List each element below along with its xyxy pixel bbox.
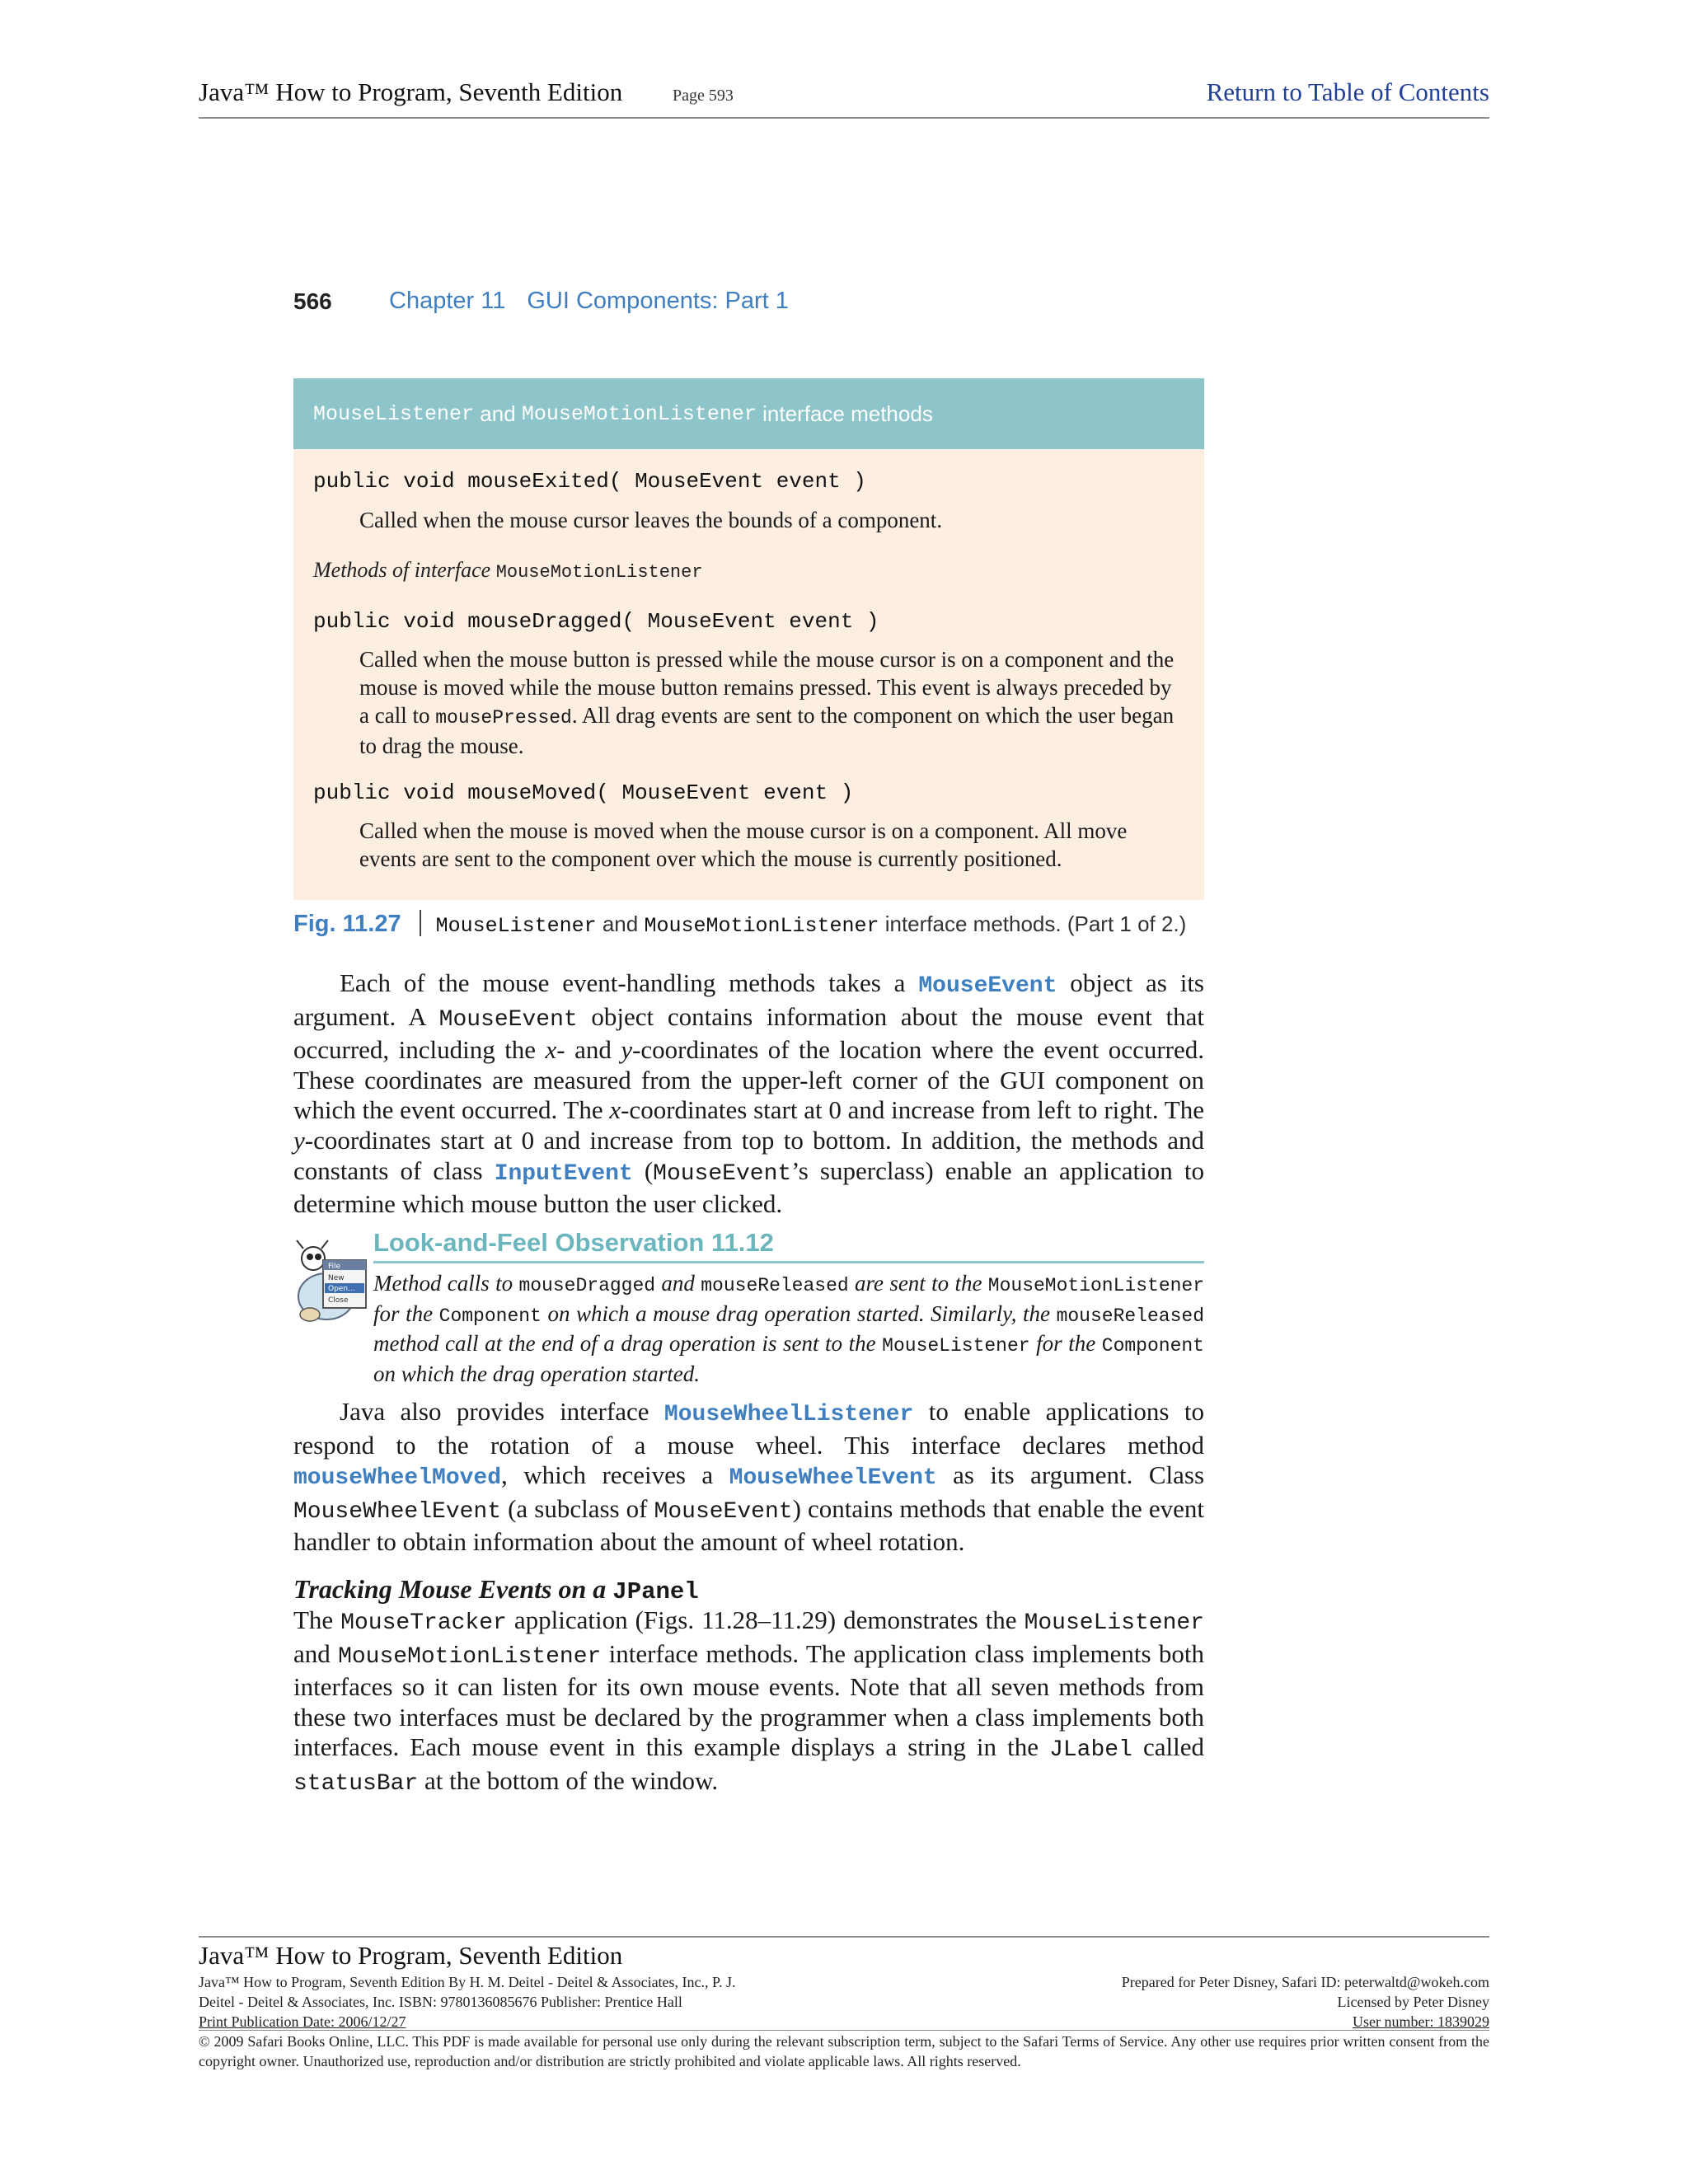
text: and: [293, 1638, 339, 1668]
footer-title: Java™ How to Program, Seventh Edition: [199, 1941, 623, 1970]
text: as its argument. Class: [936, 1460, 1205, 1490]
page-footer: [199, 1936, 1489, 2069]
look-and-feel-bug-icon: [293, 1239, 371, 1324]
text: at the bottom of the window.: [418, 1765, 719, 1795]
footer-book-info: [199, 1972, 736, 2032]
text: -coordinates of the location where the event occurred. These coordinates are measured from the upper-left corner of the GUI component on which the event occurred. The: [293, 1035, 1204, 1125]
caption-text-rest: interface methods. (Part 1 of 2.): [879, 912, 1187, 936]
text: interface methods. The application class implements both interfaces so it can listen for its own mouse events. Note that all seven methods from these two interfaces must be declared by the programmer when a class implements both interfaces. Each mouse event in this example displays a string in the: [293, 1638, 1204, 1762]
table-header-text-1: and: [474, 401, 522, 426]
code: MouseListener: [1024, 1610, 1204, 1636]
figure-caption: [293, 910, 1186, 938]
table-header-code-2: MouseMotionListener: [521, 401, 757, 426]
book-page-number: 566: [293, 288, 332, 314]
method-signature: public void mouseExited( MouseEvent event ): [313, 469, 866, 494]
body-paragraph-1: [293, 968, 1204, 1220]
footer-line: User number: 1839029: [1353, 2013, 1489, 2030]
chapter-label: Chapter 11: [389, 288, 506, 314]
keyword: MouseEvent: [918, 973, 1057, 999]
svg-text:New: New: [328, 1274, 345, 1282]
text: for the: [1029, 1331, 1102, 1357]
text: on which a mouse drag operation started. Similarly, the: [541, 1301, 1057, 1326]
footer-line: Java™ How to Program, Seventh Edition By H. M. Deitel - Deitel & Associates, Inc., P. J.: [199, 1974, 736, 1990]
footer-line: Prepared for Peter Disney, Safari ID: peterwaltd@wokeh.com: [1121, 1974, 1489, 1990]
text: - and: [556, 1035, 621, 1065]
text: ’s superclass) enable an application to determine which mouse button the user clicked.: [293, 1155, 1204, 1219]
text: called: [1132, 1732, 1204, 1762]
code: MouseListener: [882, 1335, 1030, 1357]
section-title-text: Tracking Mouse Events on a: [293, 1574, 613, 1604]
table-header-text-2: interface methods: [756, 401, 933, 426]
text: are sent to the: [848, 1271, 988, 1296]
code: MouseMotionListener: [338, 1643, 602, 1670]
section-title-code: JPanel: [612, 1578, 699, 1605]
desc-text: . All drag events are sent to the component on which the user began to drag the mouse.: [359, 703, 1175, 758]
top-header: [199, 76, 1489, 119]
code: statusBar: [293, 1770, 419, 1797]
table-header: [293, 378, 1204, 449]
desc-text: Called when the mouse button is pressed while the mouse cursor is on a component and the mouse is moved while the mouse button remains pressed. This event is always preceded by a call to: [359, 647, 1175, 728]
observation-text: [373, 1270, 1204, 1389]
methods-group-label: [313, 558, 703, 583]
keyword: MouseWheelEvent: [729, 1465, 937, 1492]
code: mouseReleased: [1056, 1305, 1204, 1327]
method-description: Called when the mouse cursor leaves the bounds of a component.: [359, 508, 943, 532]
table-header-code-1: MouseListener: [313, 401, 475, 426]
italic-var: x: [545, 1035, 557, 1065]
code: MouseMotionListener: [987, 1275, 1205, 1296]
method-description: [359, 645, 1184, 760]
text: , which receives a: [501, 1460, 729, 1490]
footer-line: Licensed by Peter Disney: [1337, 1994, 1489, 2010]
methods-group-label-text: Methods of interface: [313, 558, 496, 582]
keyword: MouseWheelListener: [663, 1402, 914, 1427]
code: MouseEvent: [653, 1160, 792, 1187]
code: MouseWheelEvent: [293, 1498, 502, 1525]
italic-var: y: [621, 1035, 633, 1065]
italic-var: y: [293, 1125, 305, 1155]
code: Component: [438, 1305, 542, 1327]
method-description: Called when the mouse is moved when the mouse cursor is on a component. All move events are sent to the component over which the mouse is currently positioned.: [359, 818, 1128, 871]
italic-var: x: [609, 1095, 621, 1125]
text: Each of the mouse event-handling methods takes a: [340, 968, 919, 997]
keyword: InputEvent: [494, 1160, 633, 1187]
desc-code: mousePressed: [435, 707, 572, 729]
body-paragraph-3: [293, 1605, 1204, 1800]
toc-link[interactable]: Return to Table of Contents: [1206, 77, 1489, 106]
text: on which the drag operation started.: [373, 1361, 700, 1387]
footer-line: Deitel - Deitel & Associates, Inc. ISBN: 9780136085676 Publisher: Prentice Hall: [199, 1994, 682, 2010]
text: object contains information about the mouse event that occurred, including the: [293, 1001, 1204, 1065]
method-signature: public void mouseMoved( MouseEvent event ): [313, 780, 854, 805]
page-label: Page 593: [673, 87, 734, 105]
text: for the: [373, 1301, 439, 1326]
section-heading: [293, 1574, 699, 1605]
code: MouseEvent: [438, 1006, 578, 1033]
text: and: [655, 1271, 701, 1296]
code: MouseEvent: [654, 1498, 793, 1525]
text: The: [293, 1605, 341, 1634]
footer-divider: [199, 2030, 1489, 2031]
code: mouseReleased: [701, 1275, 849, 1296]
keyword: mouseWheelMoved: [293, 1465, 502, 1492]
text: Method calls to: [373, 1271, 519, 1296]
chapter-title: GUI Components: Part 1: [527, 288, 789, 314]
book-title: Java™ How to Program, Seventh Edition: [199, 77, 623, 106]
caption-code-2: MouseMotionListener: [644, 914, 879, 938]
text: -coordinates start at 0 and increase from left to right. The: [621, 1095, 1204, 1125]
method-signature: public void mouseDragged( MouseEvent event ): [313, 609, 879, 634]
text: (a subclass of: [501, 1493, 654, 1523]
methods-group-label-code: MouseMotionListener: [495, 562, 703, 583]
methods-table: [293, 378, 1204, 900]
text: object as its argument. A: [293, 968, 1204, 1031]
footer-license-info: [1122, 1972, 1489, 2032]
code: MouseTracker: [340, 1610, 507, 1636]
svg-text:File: File: [328, 1263, 341, 1271]
footer-copyright: © 2009 Safari Books Online, LLC. This PDF is made available for personal use only during the relevant subscription term, subject to the Safari Terms of Service. Any other use requires prior written consent from the copyright owner. Unauthorized use, reproduction and/or distribution are strictly prohibited and violate applicable laws. All rights reserved.: [199, 2033, 1489, 2069]
caption-text-and: and: [596, 912, 645, 936]
text: ) contains methods that enable the event handler to obtain information about the amount of wheel rotation.: [293, 1493, 1204, 1557]
text: (: [632, 1155, 654, 1185]
footer-line: Print Publication Date: 2006/12/27: [199, 2013, 406, 2030]
svg-text:Open...: Open...: [328, 1285, 355, 1293]
text: method call at the end of a drag operation is sent to the: [373, 1331, 883, 1357]
text: -coordinates start at 0 and increase from top to bottom. In addition, the methods and constants of class: [293, 1125, 1204, 1185]
code: JLabel: [1049, 1737, 1132, 1764]
caption-divider: [420, 910, 421, 936]
observation-title: Look-and-Feel Observation 11.12: [373, 1228, 1204, 1263]
caption-code-1: MouseListener: [435, 914, 597, 938]
figure-label: Fig. 11.27: [293, 911, 401, 937]
text: to enable applications to respond to the rotation of a mouse wheel. This interface declares method: [293, 1397, 1204, 1460]
chapter-heading: [389, 288, 789, 315]
text: Java also provides interface: [340, 1397, 664, 1426]
code: Component: [1101, 1335, 1204, 1357]
body-paragraph-2: [293, 1397, 1204, 1558]
svg-text:Close: Close: [328, 1296, 349, 1305]
code: mouseDragged: [518, 1275, 656, 1296]
text: application (Figs. 11.28–11.29) demonstrates the: [506, 1605, 1025, 1634]
